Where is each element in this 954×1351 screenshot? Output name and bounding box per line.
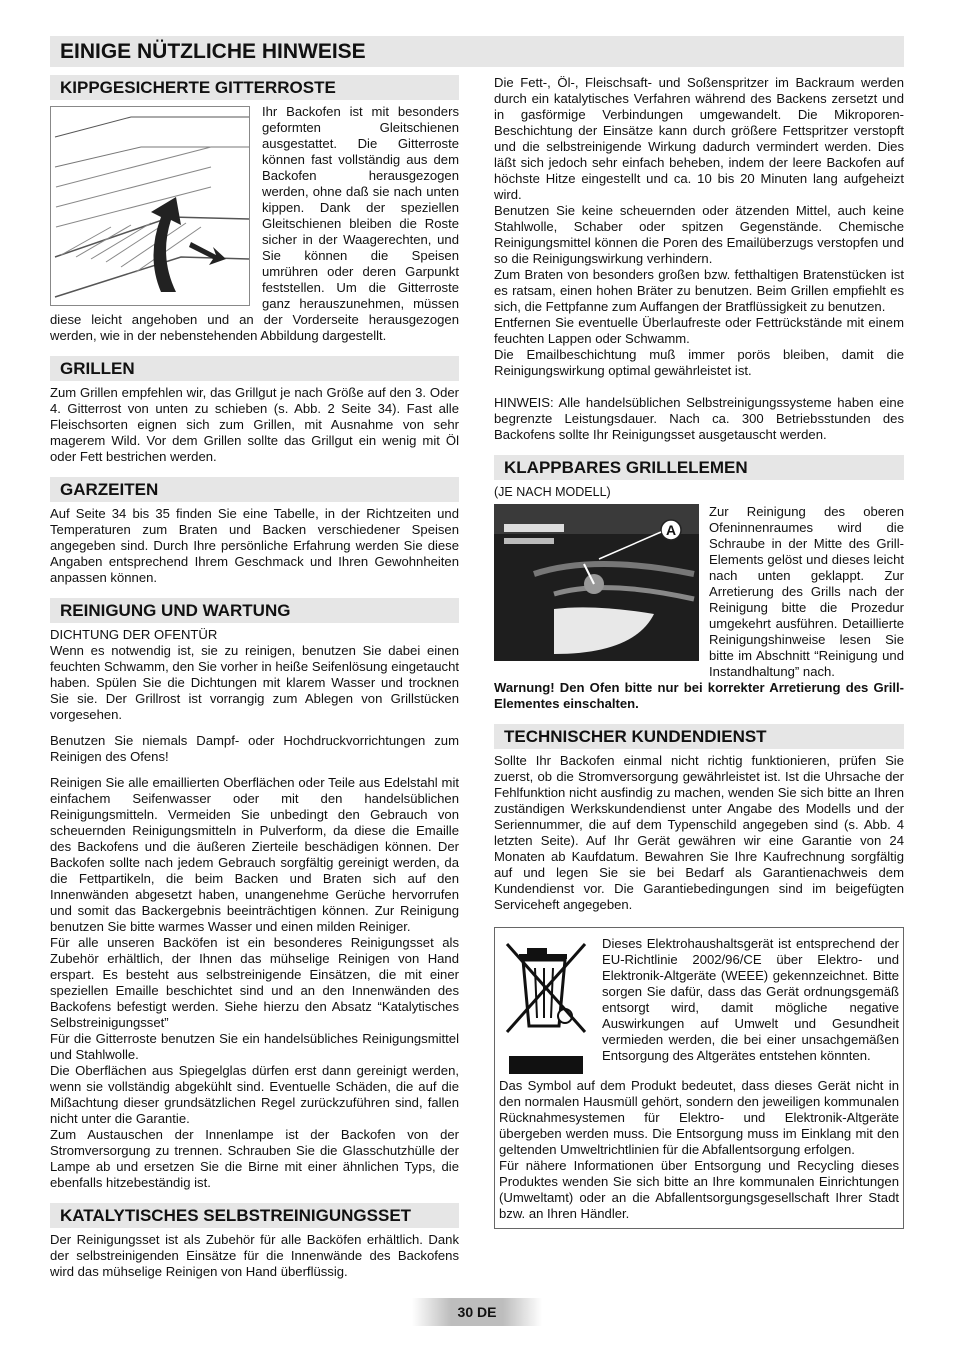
katalyt-cont-p4: Entfernen Sie eventuelle Überlaufreste oder Fettrückstände mit einem feuchten Lappen oder Schwamm. (494, 315, 904, 346)
katalyt-cont-p2: Benutzen Sie keine scheuernden oder ätzenden Mittel, auch keine Stahlwolle, Schaber oder spitzen Gegenstände. Chemische Reinigungsmittel können die Poren des Emailüberzugs verstopfen und so die Reinigungswirkung verhindern. (494, 203, 904, 266)
page-title: EINIGE NÜTZLICHE HINWEISE (50, 36, 904, 67)
heading-kippgesicherte-gitterroste: KIPPGESICHERTE GITTERROSTE (50, 75, 459, 100)
weee-notice-box (494, 927, 904, 1229)
reinigung-p4: Für alle unseren Backöfen ist ein besonderes Reinigungsset als Zubehör erhältlich, der Ihnen das mühselige Reinigen von Hand erspart. Es besteht aus selbstreinigende Einsätzen, die mit einer speziellen Emaille beschichtet sind und an den Innenwänden des Backofens befestigt werden. Siehe hierzu den Absatz “Katalytisches Selbstreinigungsset” (50, 935, 459, 1030)
reinigung-p1: Wenn es notwendig ist, sie zu reinigen, benutzen Sie dabei einen feuchten Schwamm, den Sie vorher in heiße Seifenlösung eingetaucht haben. Spülen Sie die Dichtungen mit klarem Wasser und trocknen Sie sie. Der Grillrost ist vorrangig zum Ablegen von Grillstücken vorgesehen. (50, 643, 459, 722)
weee-p2: Das Symbol auf dem Produkt bedeutet, dass dieses Gerät nicht in den normalen Hausmüll gehört, sondern den jeweiligen kommunalen Rücknahmesystemen für Elektro- und Elektronik-Altgeräte übergeben werden muss. Die Entsorgung muss im Einklang mit den geltenden Umweltrichtlinien für die Abfallentsorgung erfolgen. (499, 1078, 899, 1157)
kipp-text: Ihr Backofen ist mit besonders geformten Gleitschienen ausgestattet. Die Gitterroste können fast vollständig aus dem Backofen herausgezogen werden, ohne daß sie nach unten kippen. Dank der speziellen Gleitschienen bleiben die Roste sicher in der Waagerechten, und Sie können die Speisen umrühren oder deren Garpunkt feststellen. Um die Gitterroste ganz herauszunehmen, müssen diese leicht angehoben und an der Vorderseite herausgezogen werden, wie in der nebenstehenden Abbildung dargestellt. (50, 104, 459, 343)
klapp-sub: (JE NACH MODELL) (494, 485, 611, 499)
klapp-warning: Warnung! Den Ofen bitte nur bei korrekter Arretierung des Grill-Elementes einschalten. (494, 680, 904, 711)
callout-marker: A (665, 522, 677, 538)
weee-p1: Dieses Elektrohaushaltsgerät ist entsprechend der EU-Richtlinie 2002/96/CE über Elektro- und Elektronik-Altgeräte (WEEE) gekennzeichnet. Bitte sorgen Sie dafür, dass das Gerät ordnungsgemäß entsorgt wird, damit mögliche negative Auswirkungen auf Umwelt und Gesundheit vermieden werden, die bei einer unsachgemäßen Entsorgung des Altgerätes entstehen könnten. (602, 936, 899, 1063)
reinigung-p7: Zum Austauschen der Innenlampe ist der Backofen von der Stromversorgung zu trennen. Schrauben Sie die Glasschutzhülle der Lampe ab und ersetzen Sie die Birne mit einer ähnlichen Typs, die ebenfalls hitzebeständig ist. (50, 1127, 459, 1190)
heading-garzeiten: GARZEITEN (50, 477, 459, 502)
reinigung-p6: Die Oberflächen aus Spiegelglas dürfen erst dann gereinigt werden, wenn sie vollständig abgekühlt sind. Eventuelle Schäden, die auf die Mißachtung dieser grundsätzlichen Regel zurückzuführen sind, fallen nicht unter die Garantie. (50, 1063, 459, 1126)
heading-katalytisches-selbstreinigungsset: KATALYTISCHES SELBSTREINIGUNGSSET (50, 1203, 459, 1228)
klapp-text: Zur Reinigung des oberen Ofeninnenraumes wird die Schraube in der Mitte des Grill-Elements gelöst und dieses leicht nach unten geklappt. Zur Arretierung des Grills nach der Reinigung bitte die Prozedur umgekehrt ausführen. Detaillierte Reinigungshinweise lesen Sie bitte im Abschnitt “Reinigung und Instandhaltung” nach. (709, 504, 904, 679)
reinigung-p2: Benutzen Sie niemals Dampf- oder Hochdruckvorrichtungen zum Reinigen des Ofens! (50, 733, 459, 764)
heading-klappbares-grillelement: KLAPPBARES GRILLELEMEN (494, 455, 904, 480)
hinweis-text: HINWEIS: Alle handelsüblichen Selbstreinigungssysteme haben eine begrenzte Leistungsdauer. Nach ca. 300 Betriebsstunden des Backofens sollte Ihr Reinigungsset ausgetauscht werden. (494, 395, 904, 442)
reinigung-sub: DICHTUNG DER OFENTÜR (50, 627, 218, 642)
section-klapp (494, 504, 904, 712)
katalyt-cont-p1: Die Fett-, Öl-, Fleischsaft- und Soßenspritzer im Backraum werden durch ein katalytisches Verfahren während des Backens zersetzt und in gasförmige Verbindungen umgewandelt. Die Mikroporen-Beschichtung der Einsätze kann durch größere Fettspritzer verstopft und die selbstreinigende Wirkung dadurch vermindert werden. Dies läßt sich jedoch sehr einfach beheben, indem der leere Backofen auf höchste Hitze eingestellt und ca. 10 bis 20 Minuten lang aufgeheizt wird. (494, 75, 904, 202)
katalyt-text: Der Reinigungsset ist als Zubehör für alle Backöfen erhältlich. Dank der selbstreinigenden Einsätze für die Innenwände des Backofens wird das mühselige Reinigen von Hand überflüssig. (50, 1232, 459, 1279)
weee-crossed-bin-icon (499, 936, 594, 1076)
heading-technischer-kundendienst: TECHNISCHER KUNDENDIENST (494, 724, 904, 749)
right-column (494, 75, 904, 1229)
katalyt-cont-p3: Zum Braten von besonders großen bzw. fetthaltigen Bratenstücken ist es ratsam, einen hohen Bräter zu benutzen. Beim Grillen empfiehlt es sich, die Fettpfanne zum Auffangen der Bratflüssigkeit zu benutzen. (494, 267, 904, 314)
reinigung-p3: Reinigen Sie alle emaillierten Oberflächen oder Teile aus Edelstahl mit einfachem Seifenwasser oder mit den handelsüblichen Reinigungsmitteln. Vermeiden Sie unbedingt den Gebrauch von scheuernden Reinigungsmitteln in Pulverform, da diese die Emaille des Backofens und die äußeren Zierteile beschädigen können. Der Backofen sollte nach jedem Gebrauch sorgfältig gereinigt werden, da die Fettpartikeln, die beim Backen und Braten sich auf den Innenwänden abgesetzt haben, unangenehme Gerüche hervorrufen und somit das Backergebnis beeinträchtigen können. Zur Reinigung benutzen Sie bitte warmes Wasser und einen milden Reiniger. (50, 775, 459, 934)
left-column (50, 75, 459, 1280)
kunden-text: Sollte Ihr Backofen einmal nicht richtig funktionieren, prüfen Sie zuerst, ob die Stromversorgung gewährleistet ist. Ist die Uhrsache der Fehlfunktion nicht ausfindig zu machen, wenden Sie sich bitte an Ihren zuständigen Werkskundendienst unter Angabe des Modells und der Seriennummer, die auf dem Typenschild angegeben sind (s. Abb. 4 letzten Seite). Auf Ihr Gerät gewähren wir eine Garantie von 24 Monaten ab Kaufdatum. Bewahren Sie Ihre Kaufrechnung sorgfältig auf und legen Sie sie bei Bedarf als Garantienachweis dem Kundendienst vor. Die Garantiebedingungen sind im beigefügten Serviceheft angegeben. (494, 753, 904, 912)
page-number: 30 DE (457, 1304, 497, 1320)
katalyt-cont-p5: Die Emailbeschichtung muß immer porös bleiben, damit die Reinigungswirkung optimal gewährleistet ist. (494, 347, 904, 378)
oven-rack-illustration (50, 106, 250, 306)
heading-reinigung-und-wartung: REINIGUNG UND WARTUNG (50, 598, 459, 623)
section-kipp (50, 104, 459, 344)
garzeiten-text: Auf Seite 34 bis 35 finden Sie eine Tabelle, in der Richtzeiten und Temperaturen zum Braten und Backen verschiedener Speisen angegeben sind. Durch Ihre persönliche Erfahrung werden Sie diese Angaben entsprechend Ihrem Geschmack und Ihren Gewohnheiten anpassen können. (50, 506, 459, 585)
weee-p3: Für nähere Informationen über Entsorgung und Recycling dieses Produktes wenden Sie sich bitte an Ihre kommunalen Einrichtungen (Umweltamt) oder an die Abfallentsorgungsgesellschaft Ihrer Stadt bzw. an Ihren Händler. (499, 1158, 899, 1221)
heading-grillen: GRILLEN (50, 356, 459, 381)
grill-element-photo (494, 504, 699, 661)
reinigung-p5: Für die Gitterroste benutzen Sie ein handelsübliches Reinigungsmittel und Stahlwolle. (50, 1031, 459, 1062)
grillen-text: Zum Grillen empfehlen wir, das Grillgut je nach Größe auf den 3. Oder 4. Gitterrost von unten zu schieben (s. Abb. 2 Seite 34). Fast alle Fleischsorten eignen sich zum Grillen, mit Ausnahme von sehr magerem Wild. Vor dem Grillen sollte das Grillgut ein wenig mit Öl oder Fett bestrichen werden. (50, 385, 459, 464)
